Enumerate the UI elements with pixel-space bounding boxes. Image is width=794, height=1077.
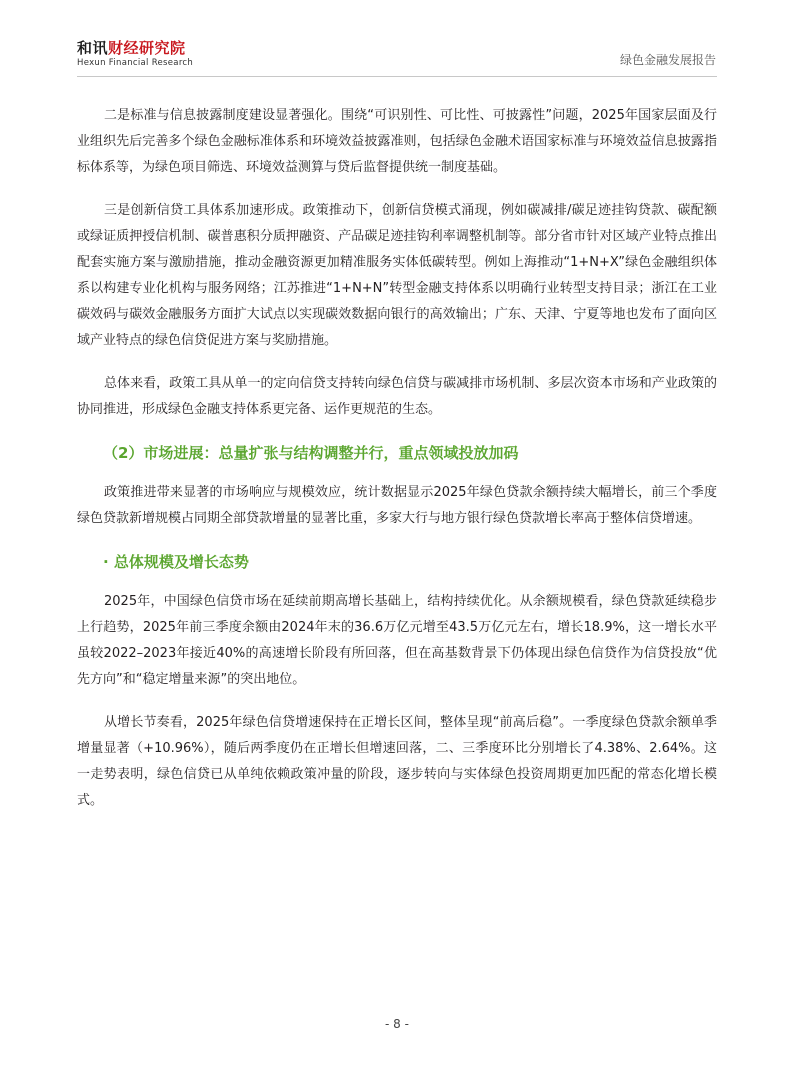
paragraph-scale: 2025年，中国绿色信贷市场在延续前期高增长基础上，结构持续优化。从余额规模看，绿色贷款延续稳步上行趋势，2025年前三季度余额由2024年末的36.6万亿元增至43.5万亿元左右，增长18.9%，这一增长水平虽较2022–2023年接近40%的高速增长阶段有所回落，但在高基数背景下仍体现出绿色信贷作为信贷投放“优先方向”和“稳定增量来源”的突出地位。 [77,594,717,687]
logo-institute-text: 财经研究院 [108,39,186,57]
paragraph-market-response: 政策推进带来显著的市场响应与规模效应，统计数据显示2025年绿色贷款余额持续大幅增长，前三个季度绿色贷款新增规模占同期全部贷款增量的显著比重，多家大行与地方银行绿色贷款增长率高于整体信贷增速。 [77,485,717,526]
paragraph-policy-summary: 总体来看，政策工具从单一的定向信贷支持转向绿色信贷与碳减排市场机制、多层次资本市场和产业政策的协同推进，形成绿色金融支持体系更完备、运作更规范的生态。 [77,376,717,417]
subsection-heading-scale-growth: · 总体规模及增长态势 [103,553,249,571]
logo-english-name: Hexun Financial Research [77,58,194,68]
logo-brand-text: 和讯 [77,39,109,57]
section-heading-market-progress: （2）市场进展：总量扩张与结构调整并行，重点领域投放加码 [103,444,519,462]
paragraph-growth-rhythm: 从增长节奏看，2025年绿色信贷增速保持在正增长区间，整体呈现“前高后稳”。一季度绿色贷款余额单季增量显著（+10.96%），随后两季度仍在正增长但增速回落，二、三季度环比分别增长了4.38%、2.64%。这一走势表明，绿色信贷已从单纯依赖政策冲量的阶段，逐步转向与实体绿色投资周期更加匹配的常态化增长模式。 [77,715,717,808]
logo-chinese-name [77,40,193,57]
hexun-logo [77,40,193,69]
page-number: - 8 - [385,1017,409,1031]
header-divider [77,76,717,77]
page-body [77,103,717,831]
page-header [0,0,794,80]
report-title: 绿色金融发展报告 [619,53,716,67]
paragraph-standards-disclosure: 二是标准与信息披露制度建设显著强化。围绕“可识别性、可比性、可披露性”问题，2025年国家层面及行业组织先后完善多个绿色金融标准体系和环境效益披露准则，包括绿色金融术语国家标准与环境效益信息披露指标体系等，为绿色项目筛选、环境效益测算与贷后监督提供统一制度基础。 [77,108,717,175]
paragraph-credit-tools: 三是创新信贷工具体系加速形成。政策推动下，创新信贷模式涌现，例如碳减排/碳足迹挂钩贷款、碳配额或绿证质押授信机制、碳普惠积分质押融资、产品碳足迹挂钩利率调整机制等。部分省市针对区域产业特点推出配套实施方案与激励措施，推动金融资源更加精准服务实体低碳转型。例如上海推动“1+N+X”绿色金融组织体系以构建专业化机构与服务网络；江苏推进“1+N+N”转型金融支持体系以明确行业转型支持目录；浙江在工业碳效码与碳效金融服务方面扩大试点以实现碳效数据向银行的高效输出；广东、天津、宁夏等地也发布了面向区域产业特点的绿色信贷促进方案与奖励措施。 [77,203,717,348]
